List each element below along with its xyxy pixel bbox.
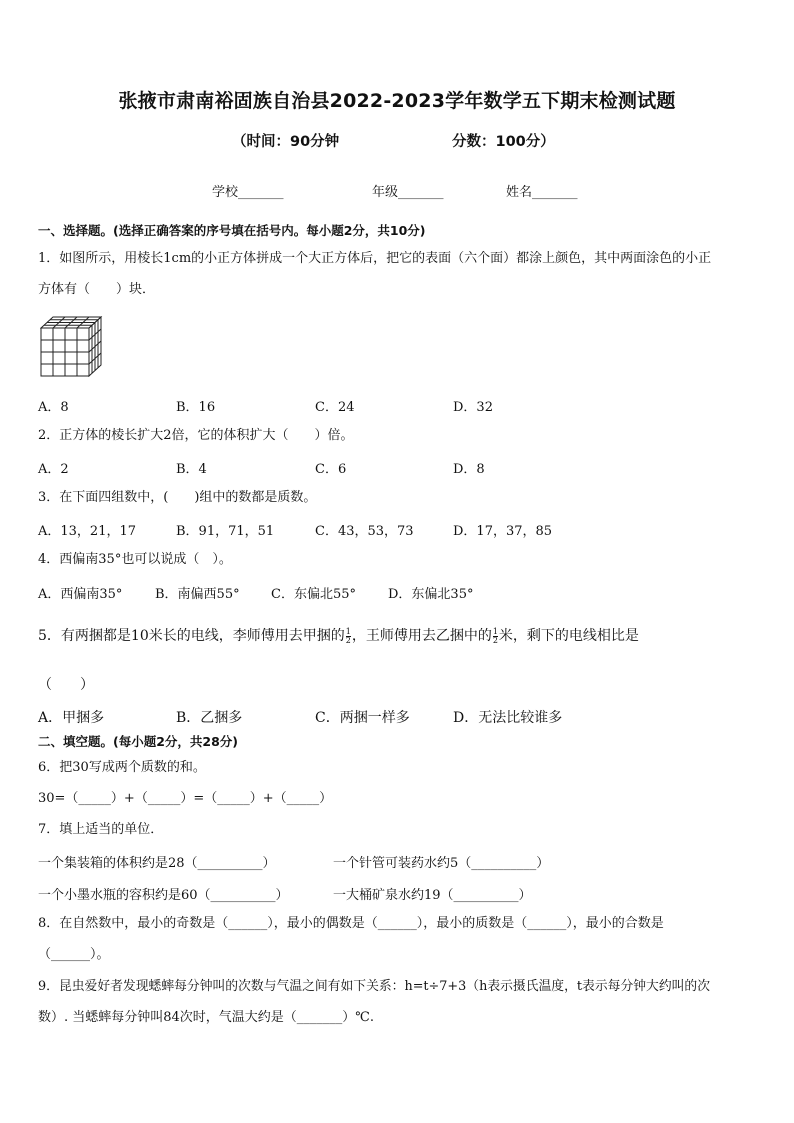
question-8-text: 8．在自然数中，最小的奇数是（______），最小的偶数是（______），最小的质数是（______），最小的合数是 [38, 916, 664, 931]
q2-option-a: A．2 [38, 462, 69, 477]
q7-item-container: 一个集装箱的体积约是28（__________） [38, 856, 276, 871]
question-1-text: 1．如图所示，用棱长1cm的小正方体拼成一个大正方体后，把它的表面（六个面）都涂上颜色，其中两面涂色的小正 [38, 251, 712, 266]
question-8-text-cont: （______）。 [38, 947, 110, 962]
question-6-blanks: 30=（_____）+（_____）=（_____）+（_____） [38, 791, 333, 806]
q4-option-b: B．南偏西55° [155, 587, 240, 602]
q5-text-part3: 米，剩下的电线相比是 [498, 628, 639, 644]
q5-option-c: C．两捆一样多 [315, 710, 410, 726]
question-1-text-cont: 方体有（ ）块． [38, 282, 156, 297]
q1-option-d: D．32 [453, 400, 493, 415]
q2-option-b: B．4 [176, 462, 207, 477]
section-heading-fill: 二、填空题。(每小题2分，共28分) [38, 734, 239, 749]
q2-option-c: C．6 [315, 462, 347, 477]
name-field: 姓名_______ [506, 185, 578, 200]
grade-field: 年级_______ [372, 185, 444, 200]
q5-option-d: D．无法比较谁多 [453, 710, 563, 726]
q4-option-c: C．东偏北55° [271, 587, 356, 602]
q3-option-d: D．17，37，85 [453, 524, 553, 539]
question-5-text [38, 627, 639, 645]
q1-option-b: B．16 [176, 400, 216, 415]
q7-item-ink-bottle: 一个小墨水瓶的容积约是60（__________） [38, 888, 289, 903]
question-9-text: 9．昆虫爱好者发现蟋蟀每分钟叫的次数与气温之间有如下关系：h=t÷7+3（h表示摄氏温度，t表示每分钟大约叫的次 [38, 979, 711, 994]
q5-text-part2: ，王师傅用去乙捆中的 [351, 628, 492, 644]
q1-option-a: A．8 [38, 400, 69, 415]
q2-option-d: D．8 [453, 462, 485, 477]
school-field: 学校_______ [212, 185, 284, 200]
q7-item-syringe: 一个针管可装药水约5（__________） [333, 856, 550, 871]
section-heading-choice: 一、选择题。(选择正确答案的序号填在括号内。每小题2分，共10分) [38, 223, 426, 238]
q5-option-b: B．乙捆多 [176, 710, 243, 726]
q5-option-a: A．甲捆多 [38, 710, 105, 726]
time-label: （时间：90分钟 [232, 134, 340, 150]
q5-text-part1: 5．有两捆都是10米长的电线，李师傅用去甲捆的 [38, 628, 345, 644]
q3-option-c: C．43，53，73 [315, 524, 414, 539]
cube-figure [40, 316, 104, 380]
question-3-text: 3．在下面四组数中，( )组中的数都是质数。 [38, 490, 317, 505]
q4-option-a: A．西偏南35° [38, 587, 123, 602]
question-5-blank: （ ） [38, 677, 94, 693]
score-label: 分数：100分） [452, 134, 555, 150]
q3-option-b: B．91，71，51 [176, 524, 275, 539]
fraction-one-half-2: $\frac{1}{2}$ [492, 626, 498, 645]
question-6-text: 6．把30写成两个质数的和。 [38, 760, 206, 775]
question-7-text: 7．填上适当的单位． [38, 822, 164, 837]
page-title: 张掖市肃南裕固族自治县2022-2023学年数学五下期末检测试题 [118, 90, 676, 112]
q4-option-d: D．东偏北35° [388, 587, 474, 602]
q7-item-water-bucket: 一大桶矿泉水约19（__________） [333, 888, 532, 903]
fraction-one-half: $\frac{1}{2}$ [345, 626, 351, 645]
question-2-text: 2．正方体的棱长扩大2倍，它的体积扩大（ ）倍。 [38, 428, 354, 443]
question-9-text-cont: 数）. 当蟋蟀每分钟叫84次时，气温大约是（_______）℃. [38, 1010, 374, 1025]
q3-option-a: A．13，21，17 [38, 524, 137, 539]
question-4-text: 4．西偏南35°也可以说成（ ）。 [38, 552, 232, 567]
q1-option-c: C．24 [315, 400, 355, 415]
